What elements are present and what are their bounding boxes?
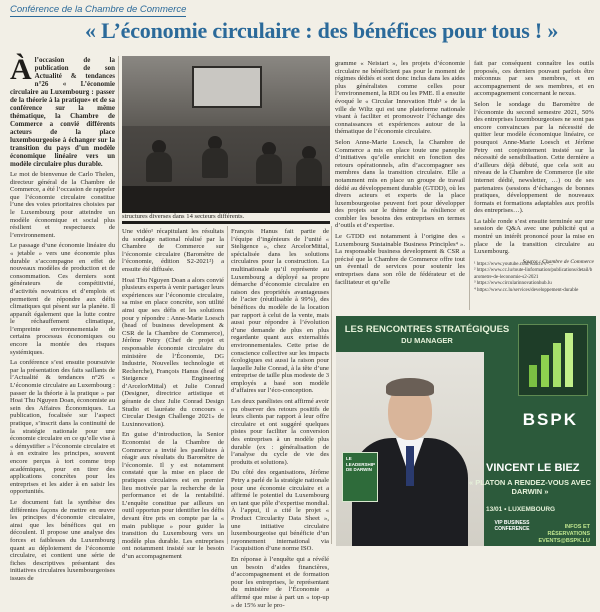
article-column-4 [335,60,465,289]
paragraph: Selon le sondage du Baromètre de l’économie du second semestre 2021, 50% des entreprises luxembourgeoises ne sont pas encore convaincues par la nécessité de quitter leur modèle économique linéaire, ce pourquoi Anne-Marie Loesch et Jérôme Petry ont conjointement insisté sur la nécessité de sensibilisation. Cette dernière a d’ailleurs déjà débuté, que cela soit au niveau de la Chambre de Commerce (le site internet dédié, newsletter, …) ou de ses partenaires (sessions d’échanges de bonnes pratiques, développement de nouveaux formats et formations adaptables aux profils des entreprises…). [474,100,594,215]
brand-logo-text: BSPK [522,410,578,429]
paragraph: fait par conséquent connaître les outils proposés, ces derniers pouvant parfois être méconnus par ses membres, et en accompagnement de ses membres, et en accompagnement concernant le nexus. [474,60,594,98]
paragraph: La conférence s’est ensuite poursuivie par la présentation des faits saillants de l’Actualité & tendances n°26 « L’économie circulaire au Luxembourg : passer de la théorie à la pratique » par Hoai Thu Nguyen Doan, économiste au sein des Affaires Économiques. La publication, focalisée sur l’aspect pratique, s’inscrit dans la continuité de la stratégie nationale pour une économie circulaire en ce qu’elle vise à « démystifier » l’économie circulaire et à en extraire les principes, souvent encore perçus à tort comme trop académiques, pour en tirer des applications concrètes pour les entreprises et les aider à en saisir les opportunités. [10,359,115,496]
book-cover [342,452,378,502]
attendee-body [146,152,172,182]
portrait-hair [386,378,434,396]
paragraph: François Hanus fait partie de l’équipe d’ingénieurs de l’unité « Steligence », chez ArcelorMittal, spécialisée dans les solutions circulaires pour la construction. La multinationale qu’il représente au Luxembourg a déployé sa propre démarche d’économie circulaire en raison des propriétés avantageuses de l’acier (réutilisable à 99%), des bénéfices du modèle de la location par rapport à celui de la vente, mais aussi pour répondre à l’évolution d’une demande de plus en plus regardante quant aux externalités environnementales. Cette prise de conscience collective sur les impacts écologiques est aussi la raison pour laquelle Julie Conrad, à la tête d’une entreprise de taille plus modeste de 3 employés a basé son modèle d’affaires sur l’éco-conception. [231,228,329,395]
footnote-link[interactable]: ¹ https://www.youtube.com/watch?v=... [474,262,553,267]
attendee-body [296,158,322,188]
registration-contact[interactable]: INFOS ET RÉSERVATIONS EVENTS@BSPK.LU [538,524,590,544]
footnotes [474,262,594,294]
drop-cap: À [10,53,32,86]
article-column-3 [231,228,329,612]
column-divider [331,226,332,544]
ad-subtitle: DU MANAGER [401,336,453,345]
advertisement[interactable] [336,316,596,546]
paragraph: En réponse à l’enquête qui a révélé un besoin d’aides financières, d’accompagnement et de formation pour les entreprises, le représentant du ministère de l’Économie a affirmé que mise à part un « top-up » de 15% sur le pro- [231,555,329,609]
photo-caption: structures diverses dans 14 secteurs différents. [122,213,330,221]
footnote-link[interactable]: ⁴ https://www.cc.lu/services/developpement-durable [474,287,579,293]
paragraph: Hoai Thu Nguyen Doan a alors convié plusieurs experts à venir partager leurs expériences sur l’économie circulaire, sa mise en place concrète, son utilité ainsi que ses défis et les solutions pour y répondre : Anne-Marie Loesch (head of business development & CSR de la Chambre de Commerce), Jérôme Petry (Chef de projet et responsable économie circulaire du ministère de l’Économie, DG Industrie, Nouvelles technologie et Recherche), François Hanus (head of Steigence Engineering d’ArcelorMittal) et Julie Conrad (Designer, directrice artistique et gérante de chez Julie Conrad Design Studio et lauréate du concours « Circular Design Challenge 2021» de Luxinnovation). [122,276,224,428]
ad-tagline: « PLATON A RENDEZ-VOUS AVEC DARWIN » [468,478,592,496]
section-kicker: Conférence de la Chambre de Commerce [10,4,187,15]
paragraph: Le GTDD est notamment à l’origine des « Luxembourg Sustainable Business Principles⁴ ». La responsable business development & CSR a précisé que la Chambre de Commerce offre tout un éventail de services pour soutenir les entreprises dans son rôle de fédérateur et de facilitateur et qu’elle [335,233,465,286]
column-divider [118,56,119,544]
projection-screen [192,66,262,108]
paragraph: Le document fait la synthèse des différentes façons de mettre en œuvre les principes d’économie circulaire, ainsi que les bénéfices qui en découlent. Il propose une analyse des forces et faiblesses du Luxembourg quant au déploiement de l’économie circulaire, et contient une série de fiches descriptives présentant des initiatives circulaires luxembourgeoises issues de [10,498,115,582]
column-divider [227,226,228,544]
attendee-body [256,154,282,184]
ad-title: LES RENCONTRES STRATÉGIQUES [344,324,510,335]
paragraph: Le passage d’une économie linéaire du « jetable » vers une économie plus durable s’accompagne en effet de nouveaux modèles de production et de consommation. Ces derniers sont générateurs de compétitivité, d’activités novatrices et d’emplois et permettent de répondre aux défis climatiques qui pèsent sur la planète. Il apparaît également que la lutte contre le réchauffement climatique, l’empreinte environnementale de certains processus économiques ou encore la montée des risques systémiques. [10,242,115,356]
paragraph: Le mot de bienvenue de Carlo Thelen, directeur général de la Chambre de Commerce, a été l’occasion de rappeler que l’économie circulaire constitue l’une des voies prioritaires choisies par le Luxembourg pour atteindre un modèle économique et social plus résilient et respectueux de l’environnement. [10,171,115,239]
paragraph: La table ronde s’est ensuite terminée sur une session de Q&A avec une publicité qui a montré un intérêt prononcé pour la mise en place de la transition circulaire au Luxembourg. [474,217,594,256]
book-title: LE LEADERSHIP DE DARWIN [346,456,375,472]
bar-chart-icon [519,325,589,397]
speaker-name: VINCENT LE BIEZ [486,462,580,474]
footnote-link[interactable]: ³ https://www.circularinnovationhub.lu [474,281,552,287]
lead-paragraph [10,53,115,168]
article-headline: « L’économie circulaire : des bénéfices pour tous ! » [85,18,559,43]
paragraph: Selon Anne-Marie Loesch, la Chambre de Commerce a mis en place toute une panoplie d’initiatives qu’elle enrichit en fonction des retours opérationnels, afin d’accompagner ses membres dans la transition circulaire. Elle a notamment mis en place un groupe de travail dédié au développement durable (GTDD), où les divers acteurs et experts de la place luxembourgeoise peuvent fort pour développer des projets sur le thème de la résilience et combler les besoins des entreprises en termes d’outils et d’expertise. [335,138,465,230]
portrait-tie [406,446,414,486]
column-divider [469,60,470,310]
article-column-5 [474,60,594,269]
article-column-1 [10,53,115,585]
event-date: 13/01 • LUXEMBOURG [486,506,556,513]
speaker-portrait [336,352,484,546]
conference-photo [122,56,330,224]
paragraph: En guise d’introduction, la Senior Economist de la Chambre de Commerce a invité les panélistes à réagir aux résultats du Baromètre de l’économie. Il y est notamment constaté que la mise en place de pratiques circulaires est en premier lieu motivée par la recherche de la performance et de la rentabilité. L’enquête constitue par ailleurs un outil opportun pour identifier les défis devant être pris en compte par la « main publique » pour guider la transition du Luxembourg vers un modèle plus durable. Les entreprises ont notamment insisté sur le besoin d’un accompagnement [122,431,224,560]
source-credit: Source : Chambre de Commerce [522,258,594,265]
article-column-2 [122,228,224,564]
bspk-logo-icon [518,324,588,396]
attendee-body [202,148,228,178]
paragraph: gramme « Neistart », les projets d’économie circulaire ne bénéficient pas pour le moment de régimes dédiés et sont donc inclus dans les aides plus généralistes comme celles pour l’environnement, la RDI ou les PME. Il a ensuite évoqué le « Circular Innovation Hub³ » de la ville de Wiltz qui est une plateforme nationale visant à faciliter et promouvoir l’échange des connaissances et expériences autour de la thématique de l’économie circulaire. [335,60,465,136]
paragraph: Du côté des organisations, Jérôme Petry a parlé de la stratégie nationale pour une économie circulaire et a affirmé le potentiel du Luxembourg en tant que pôle d’expertise mondial. À l’appui, il a cité le projet « Product Circularity Data Sheet », une initiative circulaire luxembourgeoise qui bénéficie d’un rayonnement international via l’acquisition d’une norme ISO. [231,469,329,553]
event-type: VIP BUSINESS CONFERENCE [494,520,530,532]
lead-text: l’occasion de la publication de son Actualité & tendances n°26 « L’économie circulaire au Luxembourg : passer de la théorie à la pratique» et de sa conférence sur la même thématique, la Chambre de Commerce a convié différents acteurs de la place luxembourgeoise à échanger sur la transition du pays d’un modèle économique linéaire vers un modèle circulaire plus durable. [10,56,115,168]
footnote-link[interactable]: ² https://www.cc.lu/toute-linformation/publications/detail/barometre-de-leconomie-s2-2021 [474,268,593,280]
paragraph: Une vidéo¹ récapitulant les résultats du sondage national réalisé par la Chambre de Commerce sur l’économie circulaire (Baromètre de l’économie, édition S2-2021²) a ensuite été diffusée. [122,228,224,273]
paragraph: Les deux panélistes ont affirmé avoir pu observer des retours positifs de leurs clients par rapport à leur offre circulaire et ont suggéré quelques pistes pour faciliter la conversion des entreprises à un modèle plus durable (ex : généralisation de l’analyse du cycle de vie des produits et solutions). [231,398,329,466]
